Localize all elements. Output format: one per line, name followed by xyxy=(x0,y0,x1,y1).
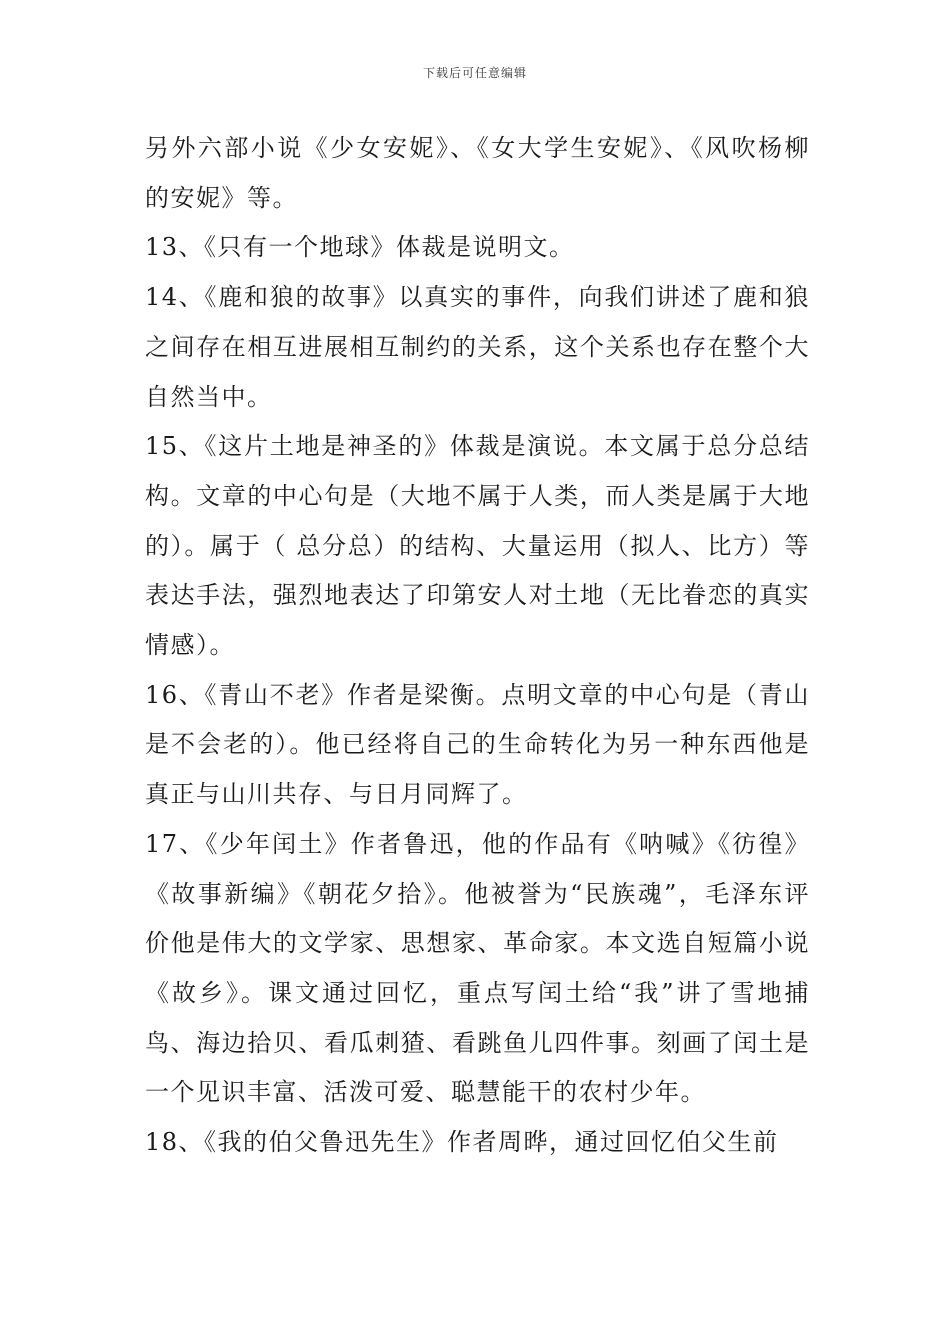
document-body xyxy=(145,124,810,1168)
paragraph-item-18: 18、《我的伯父鲁迅先生》作者周晔，通过回忆伯父生前 xyxy=(145,1128,779,1157)
paragraph-item-13: 13、《只有一个地球》体裁是说明文。 xyxy=(145,233,575,262)
paragraph-item-14: 14、《鹿和狼的故事》以真实的事件，向我们讲述了鹿和狼之间存在相互进展相互制约的关系，这个关系也存在整个大自然当中。 xyxy=(145,283,810,411)
paragraph-item-15: 15、《这片土地是神圣的》体裁是演说。本文属于总分总结构。文章的中心句是（大地不属于人类，而人类是属于大地的）。属于（ 总分总）的结构、大量运用（拟人、比方）等表达手法，强烈地表达了印第安人对土地（无比眷恋的真实情感）。 xyxy=(145,432,810,660)
paragraph-continuation: 另外六部小说《少女安妮》、《女大学生安妮》、《风吹杨柳的安妮》等。 xyxy=(145,134,810,212)
paragraph-item-17: 17、《少年闰土》作者鲁迅，他的作品有《呐喊》《彷徨》《故事新编》《朝花夕拾》。他被誉为“民族魂”，毛泽东评价他是伟大的文学家、思想家、革命家。本文选自短篇小说《故乡》。课文通过回忆，重点写闰土给“我”讲了雪地捕鸟、海边拾贝、看瓜刺猹、看跳鱼儿四件事。刻画了闰土是一个见识丰富、活泼可爱、聪慧能干的农村少年。 xyxy=(145,829,810,1107)
page-header: 下载后可任意编辑 xyxy=(422,66,527,80)
paragraph-item-16: 16、《青山不老》作者是梁衡。点明文章的中心句是（青山是不会老的）。他已经将自己的生命转化为另一种东西他是真正与山川共存、与日月同辉了。 xyxy=(145,680,810,809)
